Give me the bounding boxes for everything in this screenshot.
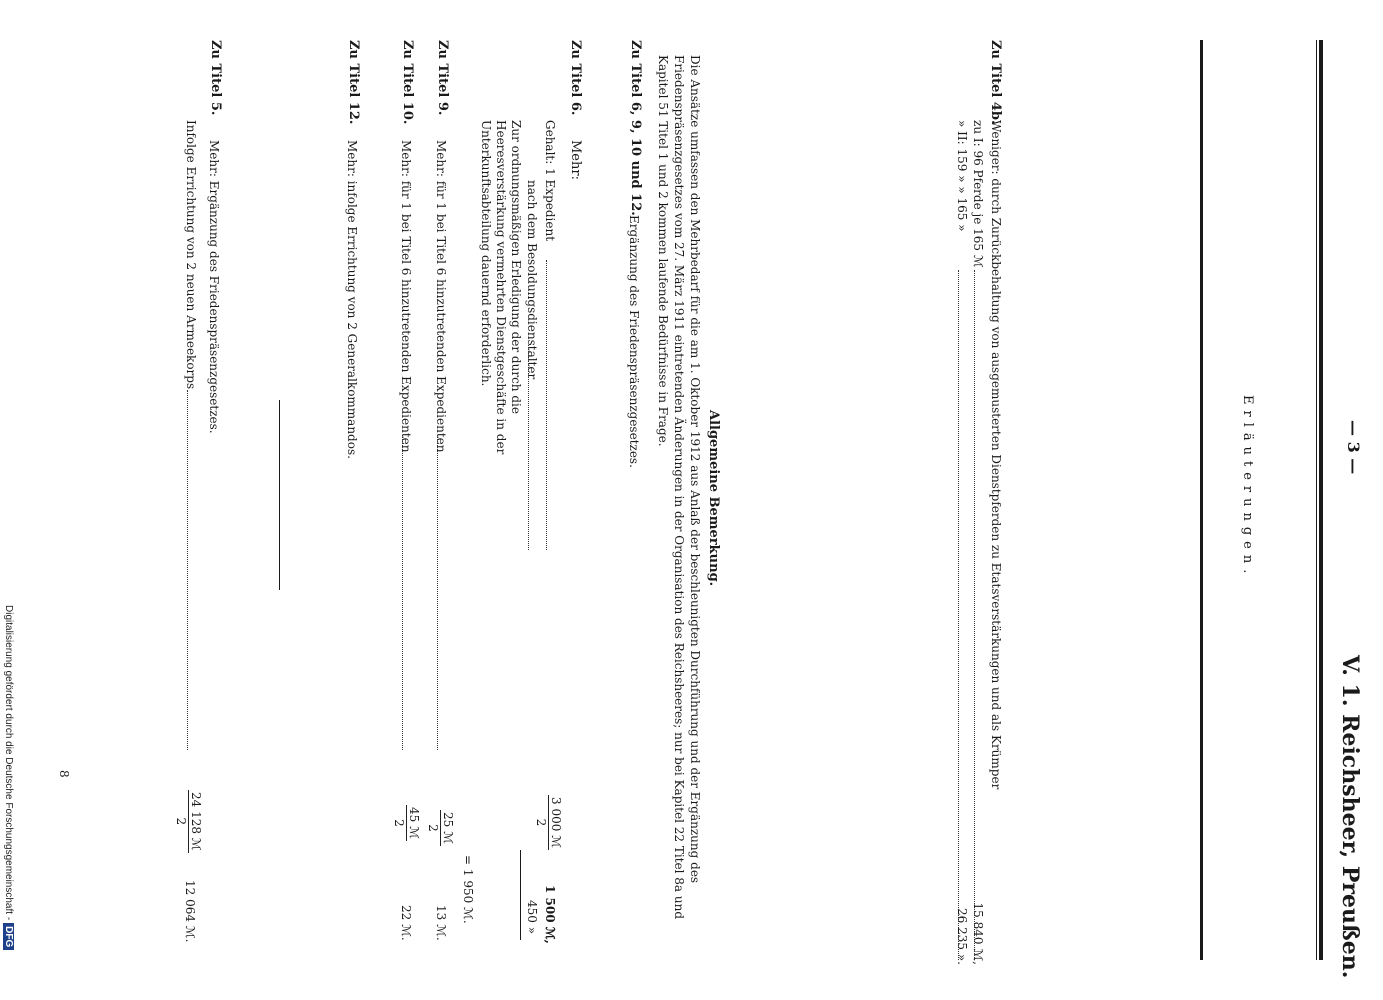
titel6-label: Mehr: bbox=[568, 140, 583, 180]
titel6-fraction bbox=[534, 795, 563, 850]
titel12-heading: Zu Titel 12. bbox=[346, 40, 361, 125]
titel6-note1-dots bbox=[528, 345, 529, 550]
titel4b-text: Weniger: durch Zurückbehaltung von ausgemusterten Dienstpferden zu Etatsverstärkungen und als Krümper bbox=[989, 120, 1003, 790]
page-title: V. 1. Reichsheer, Preußen. bbox=[1337, 655, 1363, 979]
titel10-fraction bbox=[392, 805, 421, 841]
header-rule-thick bbox=[1319, 40, 1323, 960]
titel5-divider bbox=[279, 400, 280, 590]
titel4b-line1-value: 15 840 ℳ, bbox=[971, 902, 985, 965]
titel9-text: Mehr: für 1 bei Titel 6 hinzutretenden Expedienten bbox=[434, 140, 448, 453]
titel6-heading: Zu Titel 6. bbox=[568, 40, 583, 116]
titel6-sum-rule bbox=[520, 850, 521, 940]
titel6-gehalt: Gehalt: 1 Expedient bbox=[543, 120, 557, 242]
titel6-frac-num: 3 000 ℳ bbox=[549, 797, 563, 848]
titel9-total: = 1 950 ℳ. bbox=[461, 855, 475, 924]
titel5-value: 12 064 ℳ. bbox=[183, 880, 197, 943]
titel10-value: 22 ℳ. bbox=[399, 905, 413, 941]
titel4b-heading-text: Zu Titel 4b. bbox=[988, 40, 1003, 125]
titel9-heading: Zu Titel 9. bbox=[435, 40, 450, 116]
page-number: — 3 — bbox=[1344, 420, 1363, 475]
titel10-frac-den: 2 bbox=[392, 819, 406, 827]
titel6-note1: nach dem Besoldungsdienstalter bbox=[525, 180, 539, 380]
titel4b-heading bbox=[988, 40, 1003, 124]
titel6-note2: Zur ordnungsmäßigen Erledigung der durch die Heeresverstärkung vermehrten Dienstgeschäfte in der Unterkunftsabteilung dauernd erforderlich. bbox=[479, 120, 523, 455]
titel5-heading: Zu Titel 5. bbox=[208, 40, 223, 116]
titel6-value1: 1 500 ℳ, bbox=[543, 885, 557, 944]
titel4b-line1-label: zu I: 96 Pferde je 165 ℳ bbox=[971, 120, 985, 268]
credit-text: Digitalisierung gefördert durch die Deutsche Forschungsgemeinschaft - bbox=[3, 605, 14, 921]
section-rule bbox=[1200, 40, 1203, 960]
titel4b-line2-value: 26 235 ». bbox=[955, 908, 969, 965]
titel6-9-10-12-text: Ergänzung des Friedenspräsenzgesetzes. bbox=[627, 215, 641, 468]
titel6-value2: 450 » bbox=[525, 900, 539, 935]
titel5-dots bbox=[187, 390, 188, 750]
general-text: Die Ansätze umfassen den Mehrbedarf für die am 1. Oktober 1912 aus Anlaß der beschleunigten Durchführung und der Ergänzung des Friedenspräsenzgesetzes vom 27. März 1911 eintretenden Änderungen in der Organisation des Reichsheeres; nur bei Kapitel 22 Titel 8a und Kapitel 51 Titel 1 und 2 kommen laufende Bedürfnisse in Frage. bbox=[656, 55, 702, 920]
titel10-frac-num: 45 ℳ bbox=[407, 807, 421, 839]
section-heading: Erläuterungen. bbox=[1240, 395, 1255, 580]
titel10-text: Mehr: für 1 bei Titel 6 hinzutretenden Expedienten bbox=[399, 140, 413, 453]
digitization-credit bbox=[3, 605, 14, 950]
titel10-dots bbox=[402, 435, 403, 750]
header-rule-thin bbox=[1316, 40, 1317, 960]
dfg-logo: DFG bbox=[3, 923, 14, 950]
titel9-frac-den: 2 bbox=[426, 824, 440, 832]
titel5-frac-den: 2 bbox=[174, 817, 188, 826]
titel9-dots bbox=[437, 435, 438, 750]
titel9-frac-num: 25 ℳ bbox=[441, 812, 455, 844]
titel9-fraction bbox=[426, 810, 455, 846]
titel12-text: Mehr: infolge Errichtung von 2 Generalkommandos. bbox=[345, 140, 359, 459]
titel4b-line1-dots bbox=[974, 270, 975, 960]
titel4b-line2-dots bbox=[958, 270, 959, 960]
titel6-gehalt-dots bbox=[546, 260, 547, 550]
titel9-value: 13 ℳ. bbox=[434, 905, 448, 941]
titel5-fraction bbox=[174, 790, 203, 853]
titel6-9-10-12-heading: Zu Titel 6, 9, 10 und 12. bbox=[628, 40, 643, 216]
titel6-frac-den: 2 bbox=[534, 818, 548, 827]
general-heading: Allgemeine Bemerkung. bbox=[706, 410, 721, 587]
titel5-frac-num: 24 128 ℳ bbox=[189, 792, 203, 851]
titel5-subtext: Infolge Errichtung von 2 neuen Armeekorps bbox=[184, 120, 198, 390]
titel4b-line2-label: » II: 159 » » 165 » bbox=[955, 120, 969, 232]
titel5-text: Mehr: Ergänzung des Friedenspräsenzgesetzes. bbox=[207, 140, 221, 434]
titel10-heading: Zu Titel 10. bbox=[400, 40, 415, 125]
page-mark: 8 bbox=[57, 770, 71, 778]
